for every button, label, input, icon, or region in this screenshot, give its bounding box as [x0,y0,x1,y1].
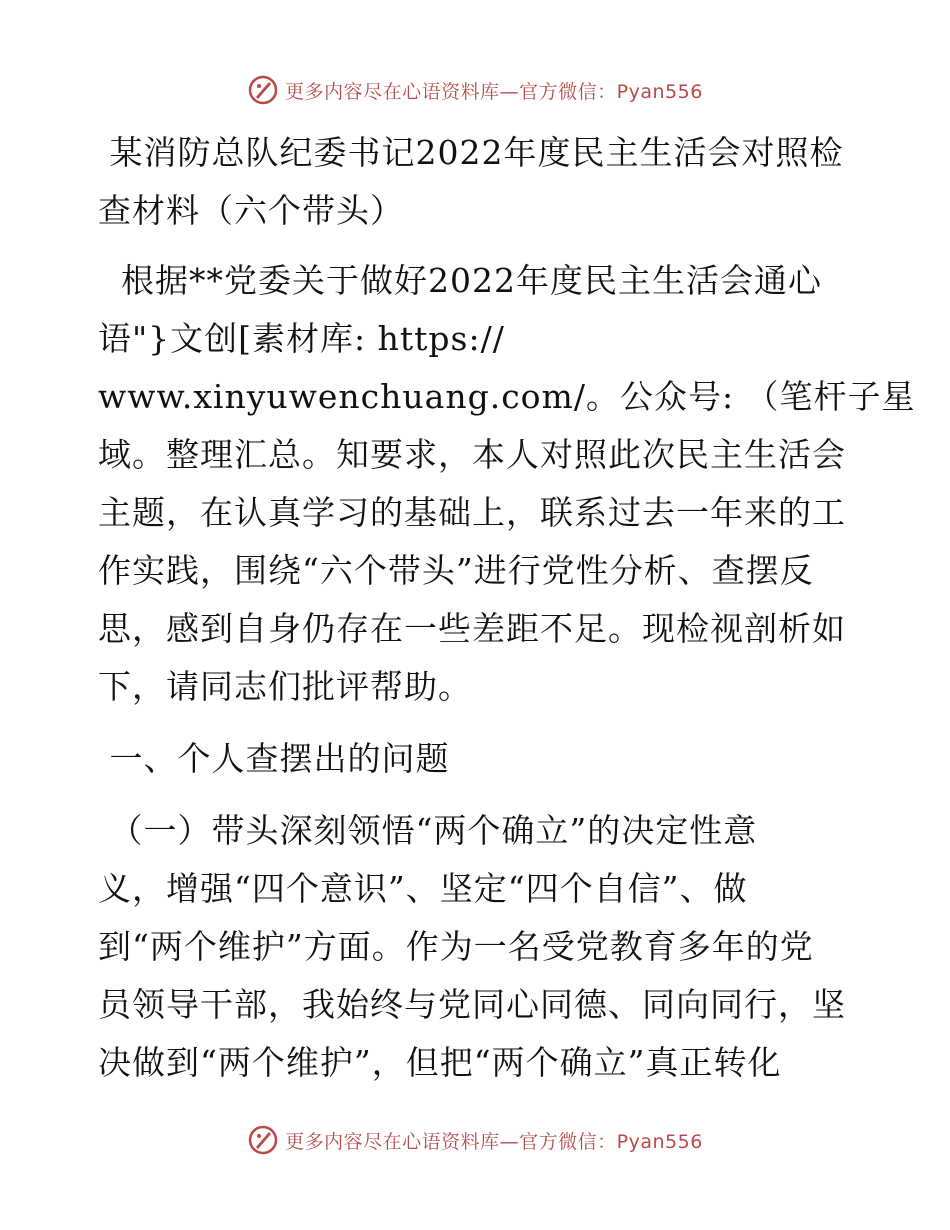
paragraph-line: 域。整理汇总。知要求，本人对照此次民主生活会 [98,435,846,474]
paragraph-line: 思，感到自身仍存在一些差距不足。现检视剖析如 [98,609,846,648]
quill-logo-icon [247,74,279,106]
title-line: 某消防总队纪委书记2022年度民主生活会对照检 [98,133,844,172]
paragraph-line: 根据**党委关于做好2022年度民主生活会通心 [98,261,822,300]
section-heading: 一、个人查摆出的问题 [98,739,450,778]
paragraph-line: 作实践，围绕“六个带头”进行党性分析、查摆反 [98,551,814,590]
paragraph-line: 主题，在认真学习的基础上，联系过去一年来的工 [98,493,846,532]
title-line: 查材料（六个带头） [98,191,404,230]
watermark-text: 更多内容尽在心语资料库—官方微信：Pyan556 [285,1130,703,1153]
quill-logo-icon [247,1124,279,1156]
subsection-paragraph [98,802,858,1092]
document-title [98,124,858,240]
paragraph-line: 语"}文创[素材库: https:// [98,319,505,358]
paragraph-line: 下，请同志们批评帮助。 [98,667,472,706]
paragraph-line: 决做到“两个维护”，但把“两个确立”真正转化 [98,1043,782,1082]
paragraph-line: 到“两个维护”方面。作为一名受党教育多年的党 [98,927,814,966]
paragraph-line: 员领导干部，我始终与党同心同德、同向同行，坚 [98,985,846,1024]
watermark-footer [0,1120,950,1160]
watermark-header [0,70,950,110]
paragraph-line: （一）带头深刻领悟“两个确立”的决定性意 [98,811,758,850]
watermark-text: 更多内容尽在心语资料库—官方微信：Pyan556 [285,80,703,103]
paragraph-line: 义，增强“四个意识”、坚定“四个自信”、做 [98,869,748,908]
paragraph-line: www.xinyuwenchuang.com/。公众号: （笔杆子星 [98,377,916,416]
document-body [98,124,916,1092]
intro-paragraph [98,252,916,716]
